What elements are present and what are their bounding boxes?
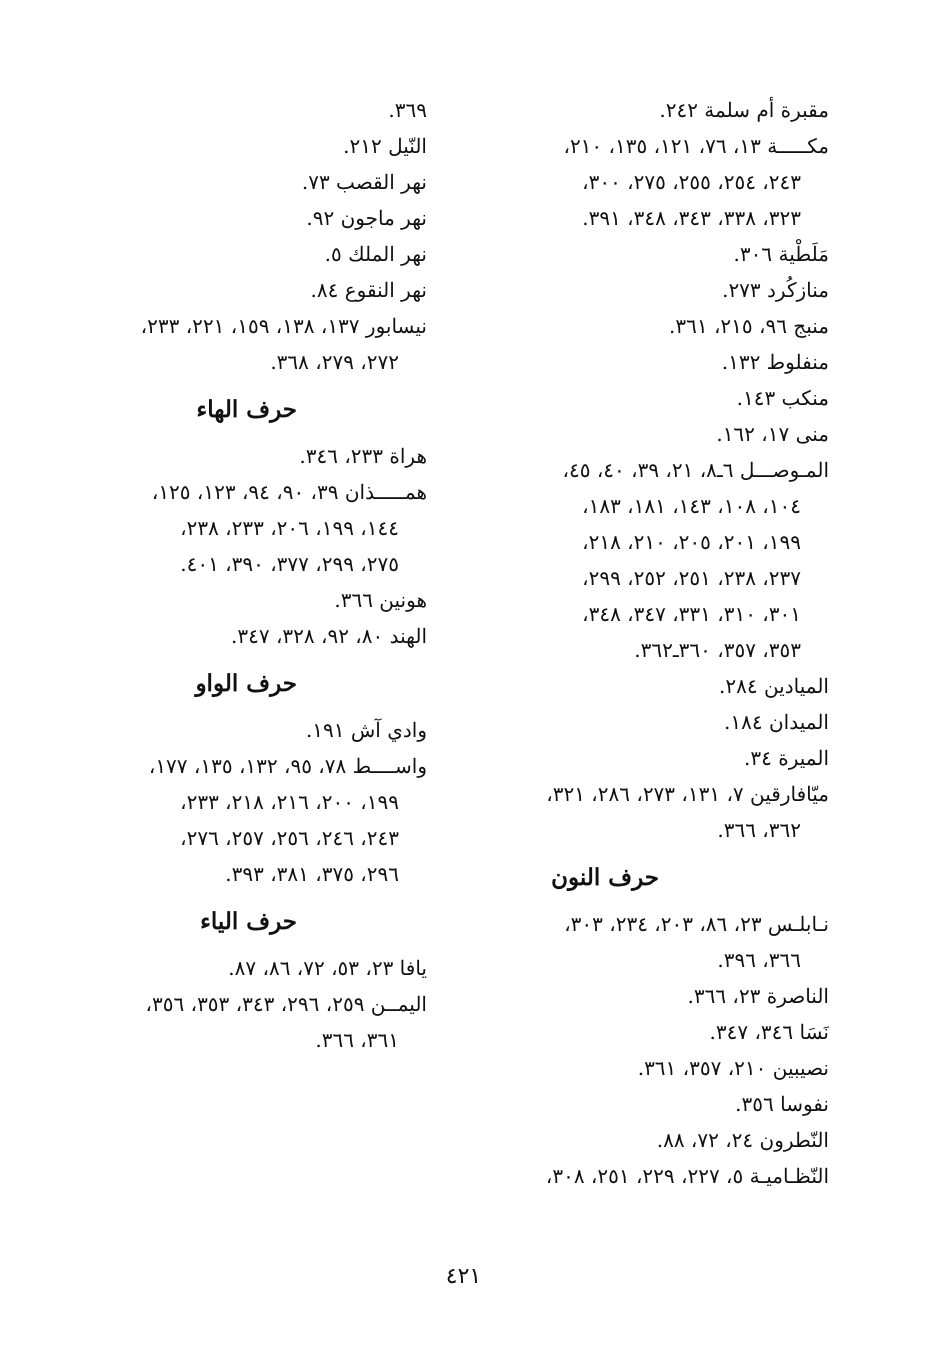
index-entry-continuation: ١٩٩، ٢٠٠، ٢١٦، ٢١٨، ٢٣٣، — [180, 790, 399, 814]
index-entry: ٣٦٩. — [388, 98, 427, 122]
index-entry: نـابلـس ٢٣، ٨٦، ٢٠٣، ٢٣٤، ٣٠٣، — [564, 912, 829, 936]
index-entry-continuation: ٢٧٥، ٢٩٩، ٣٧٧، ٣٩٠، ٤٠١. — [180, 552, 399, 576]
index-entry: النّطرون ٢٤، ٧٢، ٨٨. — [656, 1128, 829, 1152]
index-entry: نفوسا ٣٥٦. — [735, 1092, 829, 1116]
index-entry: الهند ٨٠، ٩٢، ٣٢٨، ٣٤٧. — [231, 624, 427, 648]
index-entry: نهر ماجون ٩٢. — [306, 206, 427, 230]
index-entry: الميرة ٣٤. — [744, 746, 829, 770]
index-entry: نَسَا ٣٤٦، ٣٤٧. — [709, 1020, 829, 1044]
index-entry: الميادين ٢٨٤. — [719, 674, 829, 698]
index-entry: الميدان ١٨٤. — [724, 710, 829, 734]
index-entry-continuation: ٢٩٦، ٣٧٥، ٣٨١، ٣٩٣. — [225, 862, 399, 886]
index-entry-continuation: ٣٦٦، ٣٩٦. — [717, 948, 801, 972]
section-heading: حرف النون — [551, 864, 659, 891]
index-entry: هراة ٢٣٣، ٣٤٦. — [299, 444, 427, 468]
index-entry-continuation: ٣٠١، ٣١٠، ٣٣١، ٣٤٧، ٣٤٨، — [582, 602, 801, 626]
section-heading: حرف الواو — [195, 670, 297, 697]
index-entry: اليمــن ٢٥٩، ٢٩٦، ٣٤٣، ٣٥٣، ٣٥٦، — [145, 992, 427, 1016]
index-entry: ميّافارقين ٧، ١٣١، ٢٧٣، ٢٨٦، ٣٢١، — [546, 782, 829, 806]
index-entry: الناصرة ٢٣، ٣٦٦. — [687, 984, 829, 1008]
page-number: ٤٢١ — [445, 1264, 482, 1289]
index-entry-continuation: ٣٦٢، ٣٦٦. — [717, 818, 801, 842]
index-entry: منى ١٧، ١٦٢. — [716, 422, 829, 446]
index-entry-continuation: ٢٣٧، ٢٣٨، ٢٥١، ٢٥٢، ٢٩٩، — [582, 566, 801, 590]
index-entry: منفلوط ١٣٢. — [721, 350, 829, 374]
section-heading: حرف الياء — [200, 908, 297, 935]
index-entry-continuation: ٢٧٢، ٢٧٩، ٣٦٨. — [270, 350, 399, 374]
index-entry: منكب ١٤٣. — [736, 386, 829, 410]
index-entry-continuation: ١٤٤، ١٩٩، ٢٠٦، ٢٣٣، ٢٣٨، — [180, 516, 399, 540]
section-heading: حرف الهاء — [196, 396, 297, 423]
left-column — [67, 92, 427, 1058]
index-entry: نهر النقوع ٨٤. — [310, 278, 427, 302]
index-entry: منازكُرد ٢٧٣. — [722, 278, 829, 302]
index-entry: نهر القصب ٧٣. — [301, 170, 427, 194]
right-column — [449, 92, 829, 1194]
index-entry: واســــط ٧٨، ٩٥، ١٣٢، ١٣٥، ١٧٧، — [148, 754, 427, 778]
index-entry: منبج ٩٦، ٢١٥، ٣٦١. — [669, 314, 829, 338]
index-entry: نصيبين ٢١٠، ٣٥٧، ٣٦١. — [637, 1056, 829, 1080]
index-entry-continuation: ٢٤٣، ٢٤٦، ٢٥٦، ٢٥٧، ٢٧٦، — [180, 826, 399, 850]
index-entry: يافا ٢٣، ٥٣، ٧٢، ٨٦، ٨٧. — [228, 956, 427, 980]
index-entry-continuation: ١٠٤، ١٠٨، ١٤٣، ١٨١، ١٨٣، — [582, 494, 801, 518]
index-entry: هونين ٣٦٦. — [334, 588, 427, 612]
index-entry-continuation: ٣٦١، ٣٦٦. — [315, 1028, 399, 1052]
index-entry: النّيل ٢١٢. — [343, 134, 427, 158]
index-entry-continuation: ١٩٩، ٢٠١، ٢٠٥، ٢١٠، ٢١٨، — [582, 530, 801, 554]
index-entry: نهر الملك ٥. — [324, 242, 427, 266]
index-entry: مقبرة أم سلمة ٢٤٢. — [659, 98, 829, 122]
index-entry: مَلَطْية ٣٠٦. — [733, 242, 829, 266]
index-entry: همـــــذان ٣٩، ٩٠، ٩٤، ١٢٣، ١٢٥، — [151, 480, 427, 504]
index-entry: المـوصـــل ٦ـ٨، ٢١، ٣٩، ٤٠، ٤٥، — [562, 458, 829, 482]
index-entry: وادي آش ١٩١. — [305, 718, 427, 742]
index-entry-continuation: ٢٤٣، ٢٥٤، ٢٥٥، ٢٧٥، ٣٠٠، — [582, 170, 801, 194]
index-entry: النّظـاميـة ٥، ٢٢٧، ٢٢٩، ٢٥١، ٣٠٨، — [545, 1164, 829, 1188]
index-entry: مكـــــة ١٣، ٧٦، ١٢١، ١٣٥، ٢١٠، — [563, 134, 829, 158]
index-entry-continuation: ٣٢٣، ٣٣٨، ٣٤٣، ٣٤٨، ٣٩١. — [582, 206, 801, 230]
index-entry-continuation: ٣٥٣، ٣٥٧، ٣٦٠ـ٣٦٢. — [634, 638, 801, 662]
index-entry: نيسابور ١٣٧، ١٣٨، ١٥٩، ٢٢١، ٢٣٣، — [140, 314, 427, 338]
